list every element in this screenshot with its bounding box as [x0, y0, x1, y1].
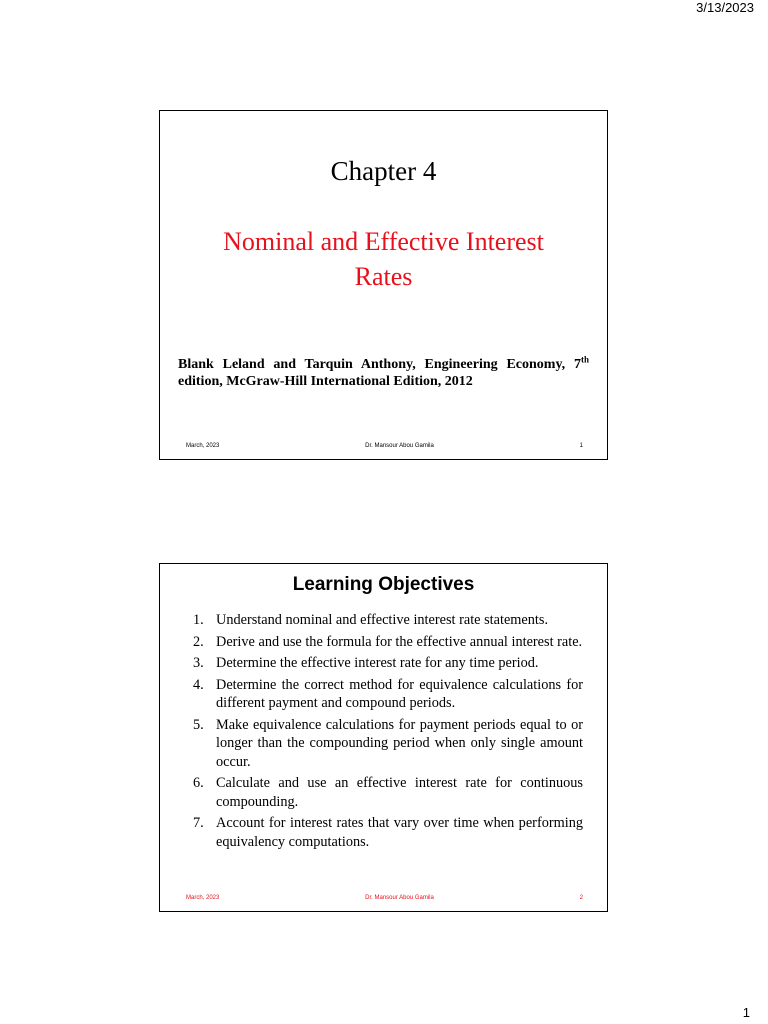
slide-footer: [186, 895, 583, 901]
list-item: [193, 611, 583, 630]
item-text: Determine the correct method for equivalence calculations for different payment and compound periods.: [216, 676, 583, 711]
footer-date: March, 2023: [186, 895, 220, 901]
item-text: Account for interest rates that vary over time when performing equivalency computations.: [216, 815, 583, 850]
slide-footer: [186, 443, 583, 449]
footer-date: March, 2023: [186, 443, 220, 449]
list-item: [193, 774, 583, 811]
item-number: 1.: [193, 612, 204, 628]
footer-slide-number: 1: [579, 443, 583, 449]
slide-subtitle: [160, 224, 607, 294]
item-number: 4.: [193, 676, 204, 693]
item-number: 2.: [193, 633, 204, 650]
item-text: Derive and use the formula for the effective annual interest rate.: [216, 633, 583, 650]
reference-superscript: th: [580, 354, 589, 365]
list-item: [193, 676, 583, 713]
item-text: Make equivalence calculations for payment periods equal to or longer than the compounding period when only single amount occur.: [216, 716, 583, 770]
book-reference: [178, 356, 589, 390]
subtitle-line-2: Rates: [354, 262, 413, 291]
reference-text: Blank Leland and Tarquin Anthony, Engineering Economy, 7: [178, 357, 581, 372]
item-number: 5.: [193, 716, 204, 733]
slide-2: [159, 563, 608, 912]
footer-author: Dr. Mansour Abou Gamila: [365, 895, 434, 901]
item-text: Understand nominal and effective interest rate statements.: [216, 612, 549, 628]
objectives-list: [193, 611, 583, 854]
list-item: [193, 654, 583, 673]
list-item: [193, 814, 583, 851]
reference-text-end: edition, McGraw-Hill International Edition, 2012: [178, 374, 473, 389]
slide-title: Learning Objectives: [292, 574, 475, 595]
page-date: 3/13/2023: [696, 0, 754, 15]
page-number: 1: [742, 1005, 750, 1020]
slide-1: [159, 110, 608, 460]
list-item: [193, 716, 583, 772]
slide-title: Chapter 4: [330, 156, 437, 186]
item-number: 7.: [193, 815, 204, 831]
footer-slide-number: 2: [579, 895, 583, 901]
item-text: Calculate and use an effective interest rate for continuous compounding.: [216, 775, 583, 810]
item-text: Determine the effective interest rate for any time period.: [216, 655, 539, 671]
item-number: 6.: [193, 775, 204, 791]
footer-author: Dr. Mansour Abou Gamila: [365, 443, 434, 449]
item-number: 3.: [193, 655, 204, 671]
subtitle-line-1: Nominal and Effective Interest: [223, 227, 544, 256]
list-item: [193, 633, 583, 652]
